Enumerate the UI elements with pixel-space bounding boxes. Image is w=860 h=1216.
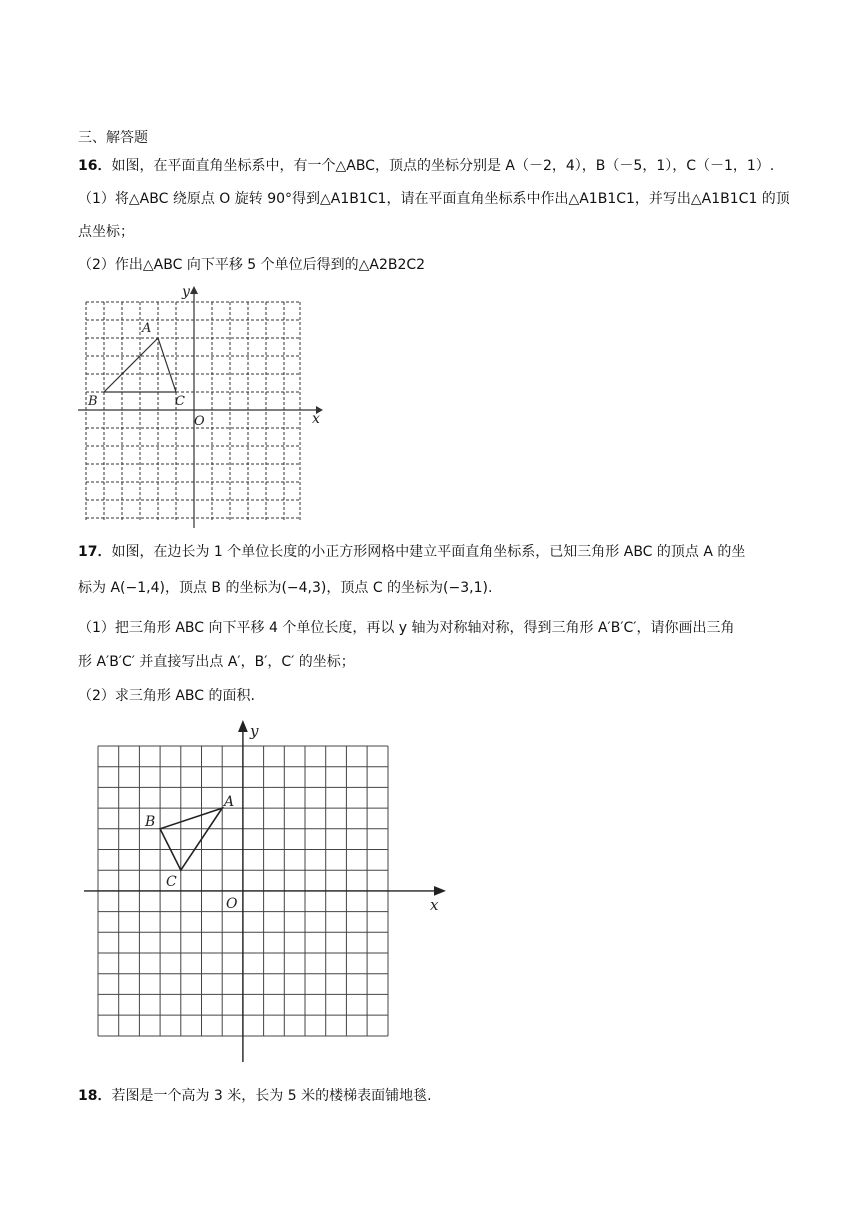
q16-vertex-b-label: B [88,394,98,409]
q17-x-label: x [430,896,439,914]
q16-vertex-a-label: A [142,321,152,336]
q16-stem [78,156,774,176]
q17-part2 [78,686,255,706]
q16-number: 16． [78,158,112,174]
q17-vertex-b-label: B [145,814,156,830]
q17-triangle-abc [160,808,222,870]
q16-y-arrow-icon [190,286,198,294]
q17-stem-text-1: 如图，在边长为 1 个单位长度的小正方形网格中建立平面直角坐标系，已知三角形 ABC 的顶点 A 的坐 [111,544,746,560]
q17-part1-line2 [78,652,355,672]
q17-vertex-a-label: A [224,794,235,810]
q16-dashed-grid [86,302,300,520]
q17-stem-line1 [78,542,745,562]
q17-x-arrow-icon [434,886,446,896]
q16-axes [78,288,316,528]
q17-part1-text-1: （1）把三角形 ABC 向下平移 4 个单位长度，再以 y 轴为对称轴对称，得到三角形 A′B′C′，请你画出三角 [78,620,735,636]
q17-stem-line2 [78,578,492,598]
q17-part2-text: （2）求三角形 ABC 的面积. [78,688,255,704]
q16-x-label: x [312,411,320,427]
q18-number: 18． [78,1088,112,1104]
q17-axes [84,726,438,1062]
q17-stem-text-2: 标为 A(−1,4)，顶点 B 的坐标为(−4,3)，顶点 C 的坐标为(−3,1). [78,580,493,596]
q16-part1-line2 [78,222,134,242]
q17-number: 17． [78,544,112,560]
q16-coordinate-figure [78,282,328,532]
q16-y-label: y [182,284,190,300]
q16-part1-text-1: （1）将△ABC 绕原点 O 旋转 90°得到△A1B1C1，请在平面直角坐标系中作出△A1B1C1，并写出△A1B1C1 的顶 [78,191,790,207]
section-heading-text: 三、解答题 [78,130,148,146]
q17-part1-text-2: 形 A′B′C′ 并直接写出点 A′，B′，C′ 的坐标； [78,654,355,670]
q16-stem-text: 如图，在平面直角坐标系中，有一个△ABC，顶点的坐标分别是 A（－2，4），B（－5，1），C（－1，1）. [111,158,775,174]
q16-part2-text: （2）作出△ABC 向下平移 5 个单位后得到的△A2B2C2 [78,257,426,273]
section-heading [78,128,148,148]
q16-part1-line1 [78,189,790,209]
q18-stem [78,1086,432,1106]
q17-coordinate-figure [78,718,458,1068]
q16-part1-text-2: 点坐标； [78,224,134,240]
q16-origin-label: O [194,414,205,429]
q16-vertex-c-label: C [175,394,185,409]
q16-part2 [78,255,425,275]
q17-y-label: y [250,722,259,740]
q17-origin-label: O [226,896,238,912]
q17-y-arrow-icon [238,720,248,732]
q17-part1-line1 [78,618,734,638]
q18-stem-text: 若图是一个高为 3 米，长为 5 米的楼梯表面铺地毯. [111,1088,432,1104]
q17-vertex-c-label: C [166,874,177,890]
